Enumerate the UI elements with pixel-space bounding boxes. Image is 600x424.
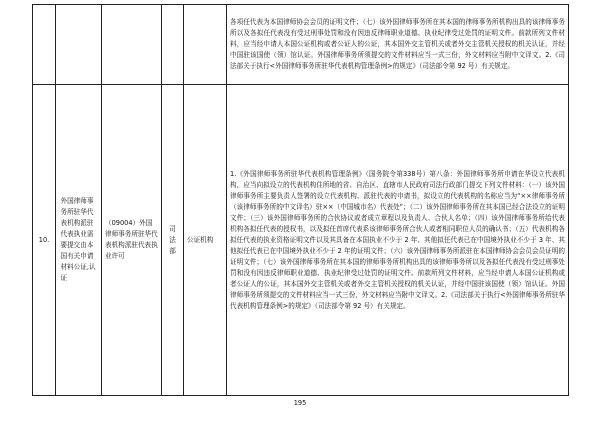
department: 司法部: [169, 224, 176, 255]
item-name-cell-empty: [56, 5, 102, 85]
agency-cell-empty: [184, 5, 227, 85]
table-row-continuation: [33, 5, 569, 85]
page-number: 195: [293, 399, 307, 407]
basis-paragraph: 1.《外国律师事务所驻华代表机构管理条例》（国务院令第338号）第八条：外国律师事务所申请在华设立代表机构，应当向拟设立的代表机构住所地的省、自治区、直辖市人民政府司法行政部门提交下列文件材料：（一）该外国律师事务所主要负责人签署的设立代表机构、派驻代表的申请书，拟设立的代表机构的名称应当为“××律师事务所（该律师事务所的中文译名）驻××（中国城市名）代表处”；（二）该外国律师事务所在其本国已经合法设立的证明文件；（三）该外国律师事务所的合伙协议或者成立章程以及负责人、合伙人名单；（四）该外国律师事务所给代表机构各拟任代表的授权书，以及拟任首席代表系该律师事务所合伙人或者相同职位人员的确认书；（五）代表机构各拟任代表的执业资格证明文件以及其具备在本国执业不少于 2 年、其他拟任代表已在中国境外执业不少于 3 年、其他拟任代表已在中国境外执业不少于 2 年的证明文件；（六）该外国律师事务所派驻在本国律师协会会员会员证明的证明文件；（七）该外国律师事务所在其本国的律师事务所机构出具的该律师事务所以及各拟任代表没有受过刑事处罚和没有因违反律师职业道德、执业纪律受过处罚的证明文件。前款所列文件材料，应当经申请人本国公证机构或者公证人的公证，其本国外交主管机关或者外交主管机关授权的机关认证，并经中国驻该国使（领）馆认证。外国律师事务所须提交的文件材料应当一式三份，外文材料应当附中文译文。2.《司法部关于执行<外国律师事务所驻华代表机构管理条例>的规定》（司法部令第 92 号）有关规定。: [230, 169, 565, 310]
basis-cell: [227, 85, 569, 396]
agency-cell: [184, 85, 227, 396]
code-and-title: （09004）外国律师事务所驻华代表机构派驻代表执业许可: [105, 219, 158, 260]
item-name-cell: [56, 85, 102, 396]
row-number: 10.: [33, 85, 56, 396]
code-title-cell: [102, 85, 162, 396]
table-row-10: [33, 85, 569, 396]
agency: 公证机构: [187, 235, 214, 244]
department-cell-empty: [162, 5, 184, 85]
code-title-cell-empty: [102, 5, 162, 85]
department-cell: [162, 85, 184, 396]
number-cell-empty: [33, 5, 56, 85]
basis-cell-continuation: [227, 5, 569, 85]
basis-paragraph: 各项任代表为本国律师协会会员的证明文件；（七）该外国律师事务所在其本国的律师事务所机构出具的该律师事务所以及各拟任代表没有受过刑事处罚和没有因违反律师职业道德、执业纪律受过处罚的证明文件。前款所列文件材料，应当经申请人本国公证机构或者公证人的公证，其本国外交主管机关或者外交主管机关授权的机关认证，并经中国驻该国使（领）馆认证。外国律师事务所须提交的文件材料应当一式三份，外文材料应当附中文译文。2.《司法部关于执行<外国律师事务所驻华代表机构管理条例>的规定》（司法部令第 92 号）有关规定。: [230, 18, 565, 70]
item-name: 外国律师事务所驻华代表机构派驻代表执业需要提交由本国有关申请材料公证,认证: [60, 197, 96, 282]
document-table: [32, 4, 569, 396]
